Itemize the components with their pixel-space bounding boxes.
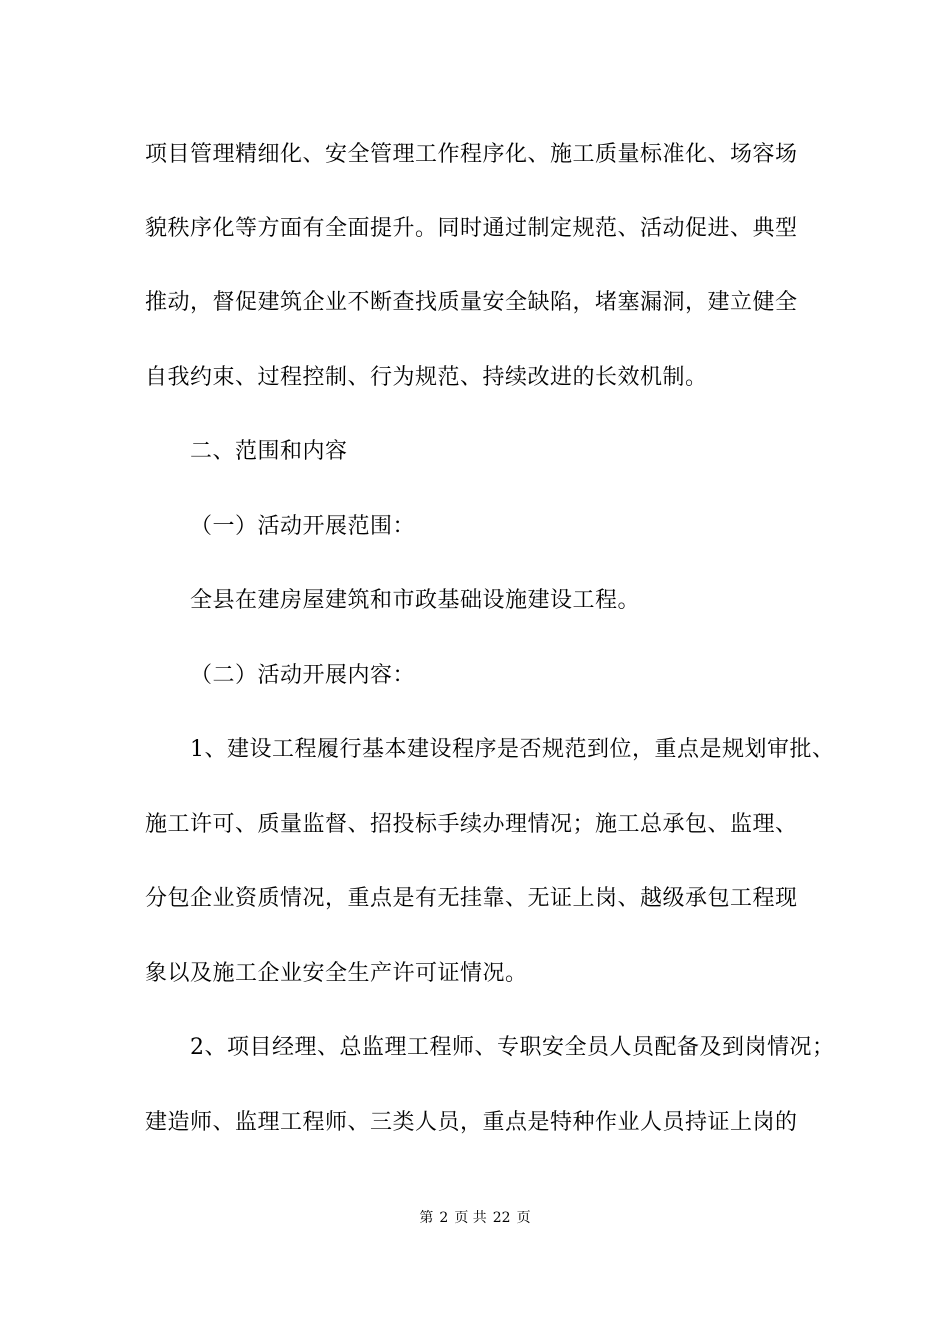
list-item-line: 2、项目经理、总监理工程师、专职安全员人员配备及到岗情况； (190, 1035, 835, 1060)
paragraph-line: 项目管理精细化、安全管理工作程序化、施工质量标准化、场容场 (145, 142, 798, 167)
paragraph-line: 貌秩序化等方面有全面提升。同时通过制定规范、活动促进、典型 (145, 216, 798, 241)
total-pages-number: 22 (492, 1210, 511, 1226)
subsection-heading: （一）活动开展范围： (190, 514, 416, 539)
page-footer (0, 1208, 950, 1228)
list-item-line: 1、建设工程履行基本建设程序是否规范到位，重点是规划审批、 (190, 737, 835, 762)
page-label-mid: 页 共 (454, 1210, 487, 1226)
section-heading: 二、范围和内容 (190, 439, 348, 464)
paragraph-line: 自我约束、过程控制、行为规范、持续改进的长效机制。 (145, 365, 708, 390)
paragraph-line: 全县在建房屋建筑和市政基础设施建设工程。 (190, 588, 641, 613)
list-item-line: 建造师、监理工程师、三类人员，重点是特种作业人员持证上岗的 (145, 1110, 798, 1135)
current-page-number: 2 (439, 1210, 449, 1226)
list-item-line: 分包企业资质情况，重点是有无挂靠、无证上岗、越级承包工程现 (145, 886, 798, 911)
paragraph-line: 推动，督促建筑企业不断查找质量安全缺陷，堵塞漏洞，建立健全 (145, 290, 798, 315)
page-label-suffix: 页 (516, 1210, 531, 1226)
list-item-line: 施工许可、质量监督、招投标手续办理情况；施工总承包、监理、 (145, 812, 798, 837)
list-item-line: 象以及施工企业安全生产许可证情况。 (145, 961, 528, 986)
subsection-heading: （二）活动开展内容： (190, 663, 416, 688)
page-label-prefix: 第 (419, 1210, 434, 1226)
